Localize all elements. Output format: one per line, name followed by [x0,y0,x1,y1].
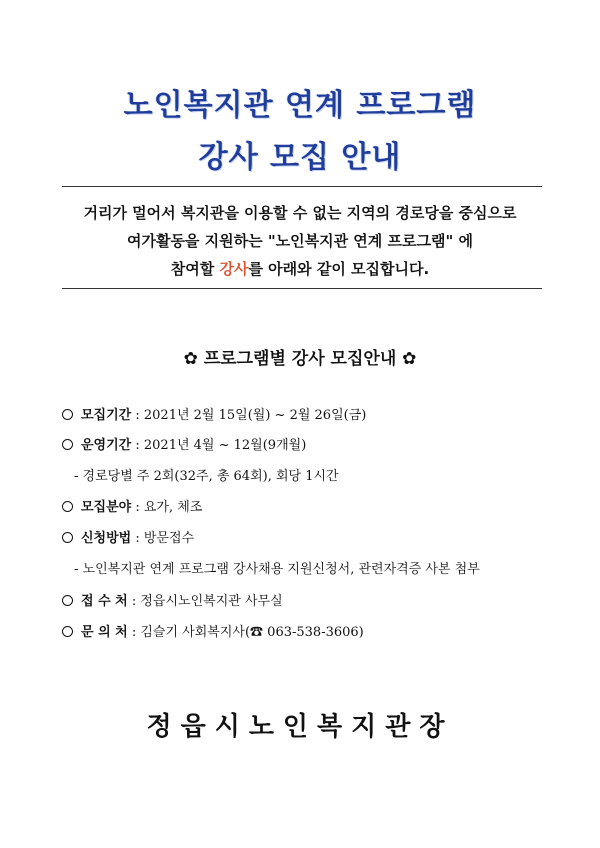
bottom-divider [62,288,542,289]
section-heading: ✿ 프로그램별 강사 모집안내 ✿ [183,349,417,369]
top-divider [62,186,542,187]
circle-bullet-icon [62,595,73,606]
intro-line-1: 거리가 멀어서 복지관을 이용할 수 없는 지역의 경로당을 중심으로 [83,204,517,222]
issuer-signature: 정읍시노인복지관장 [146,712,454,742]
title-line-2: 강사 모집 안내 [198,140,402,175]
circle-bullet-icon [62,439,73,450]
item-recruit-field [62,496,202,515]
intro-line-3 [0,258,600,279]
item-label: 모집분야 [81,500,132,515]
item-operation-period [62,434,306,453]
sub-note-schedule: - 경로당별 주 2회(32주, 총 64회), 회당 1시간 [74,469,339,484]
item-value: : 정읍시노인복지관 사무실 [127,594,283,609]
item-label: 문 의 처 [81,625,128,640]
item-label: 운영기간 [81,438,132,453]
item-reception [62,590,283,609]
circle-bullet-icon [62,501,73,512]
circle-bullet-icon [62,532,73,543]
item-value: : 2021년 2월 15일(월) ~ 2월 26일(금) [131,408,367,423]
item-label: 신청방법 [81,531,132,546]
item-label: 모집기간 [81,408,132,423]
item-recruit-period [62,404,366,423]
item-value: : 2021년 4월 ~ 12월(9개월) [131,438,307,453]
intro-line-3-after: 를 아래와 같이 모집합니다. [248,260,430,278]
item-value: : 방문접수 [131,531,195,546]
item-value: : 요가, 체조 [131,500,203,515]
title-line-1: 노인복지관 연계 프로그램 [123,88,477,123]
item-label: 접 수 처 [81,594,128,609]
item-apply-method [62,527,194,546]
sub-note-documents: - 노인복지관 연계 프로그램 강사채용 지원신청서, 관련자격증 사본 첨부 [74,562,480,577]
item-contact [62,621,364,640]
intro-line-3-before: 참여할 [170,260,220,278]
item-value: : 김슬기 사회복지사(☎ 063-538-3606) [127,625,364,640]
intro-highlight: 강사 [219,260,249,278]
circle-bullet-icon [62,626,73,637]
circle-bullet-icon [62,409,73,420]
intro-line-2: 여가활동을 지원하는 "노인복지관 연계 프로그램" 에 [126,232,474,250]
